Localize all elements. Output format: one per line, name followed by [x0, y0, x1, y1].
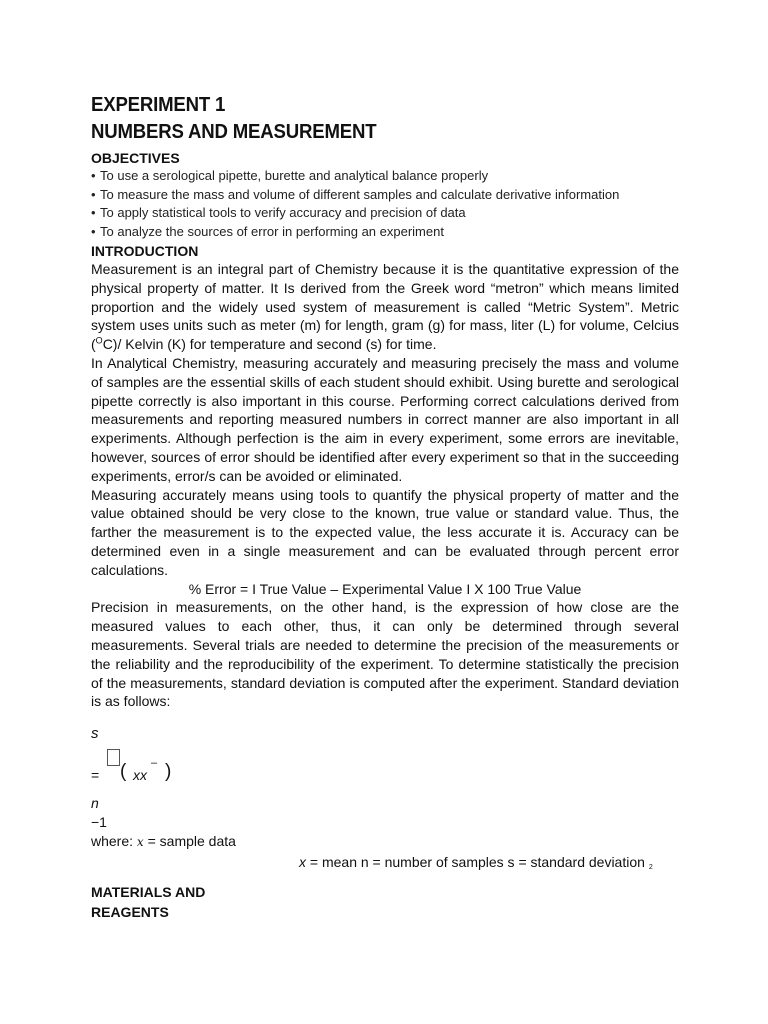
experiment-number: EXPERIMENT 1 — [91, 94, 226, 116]
standard-deviation-equation — [91, 711, 679, 850]
intro-paragraph-4: Precision in measurements, on the other hand, is the expression of how close are the measured values to each other, thus, it can only be determined through several measurements. Several trials are needed to determine the precision of the measurements or the reliability and the reproducibility of the experiment. To determine statistically the precision of the measurements, standard deviation is computed after the experiment. Standard deviation is as follows: — [91, 599, 679, 710]
bullet-icon: • — [91, 186, 96, 202]
objectives-heading: OBJECTIVES — [91, 150, 180, 166]
objective-item: • To measure the mass and volume of different samples and calculate derivative information — [91, 186, 679, 205]
eq-paren-open: ( — [120, 761, 127, 783]
intro-paragraph-1: Measurement is an integral part of Chemistry because it is the quantitative expression of the physical property of matter. It Is derived from the Greek word “metron” which means limited proportion and the widely used system of measurement is called “Metric System”. Metric system uses units such as meter (m) for length, gram (g) for mass, liter (L) for volume, Celcius ($^O$C)/ Kelvin (K) for temperature and second (s) for time. — [91, 261, 679, 353]
eq-paren-close: ) — [165, 761, 172, 783]
objective-item: • To analyze the sources of error in performing an experiment — [91, 223, 679, 242]
eq-n: n — [91, 795, 99, 812]
materials-heading: MATERIALS AND REAGENTS — [91, 883, 206, 920]
eq-bar: – — [151, 757, 158, 770]
objectives-list — [91, 167, 679, 241]
bullet-icon: • — [91, 168, 96, 183]
intro-paragraph-3: Measuring accurately means using tools to quantify the physical property of matter and the value obtained should be very close to the known, true value or standard value. Thus, the farther the measurement is to the expected value, the less accurate it is. Accuracy can be determined even in a single measurement and can be evaluated through percent error calculations. — [91, 486, 679, 578]
objective-item: • To apply statistical tools to verify accuracy and precision of data — [91, 204, 679, 223]
eq-minus-one: −1 — [91, 814, 107, 831]
eq-s: s — [91, 725, 99, 743]
sqrt-symbol-icon — [107, 749, 120, 766]
eq-equals: = — [91, 767, 100, 784]
bullet-icon: • — [91, 223, 96, 239]
page-title: NUMBERS AND MEASUREMENT — [91, 121, 377, 143]
document-page — [91, 93, 679, 922]
variables-legend: x = mean n = number of samples s = standard deviation $_2$ — [299, 854, 653, 872]
bullet-icon: • — [91, 205, 96, 220]
objective-item: • To use a serological pipette, burette and analytical balance properly — [91, 167, 679, 186]
intro-paragraph-2: In Analytical Chemistry, measuring accurately and measuring precisely the mass and volume of samples are the essential skills of each student should exhibit. Using burette and serological pipette correctly is also important in this course. Performing correct calculations derived from measurements and reporting measured numbers in correct manner are also important in all experiments. Although perfection is the aim in every experiment, some errors are inevitable, however, sources of error should be identified after every experiment so that in the succeeding experiments, error/s can be avoided or eliminated. — [91, 354, 679, 484]
introduction-heading: INTRODUCTION — [91, 243, 199, 259]
eq-where: where: x = sample data — [91, 833, 236, 850]
eq-xx: xx — [133, 767, 147, 784]
percent-error-formula: % Error = I True Value – Experimental Value I X 100 True Value — [188, 580, 582, 597]
